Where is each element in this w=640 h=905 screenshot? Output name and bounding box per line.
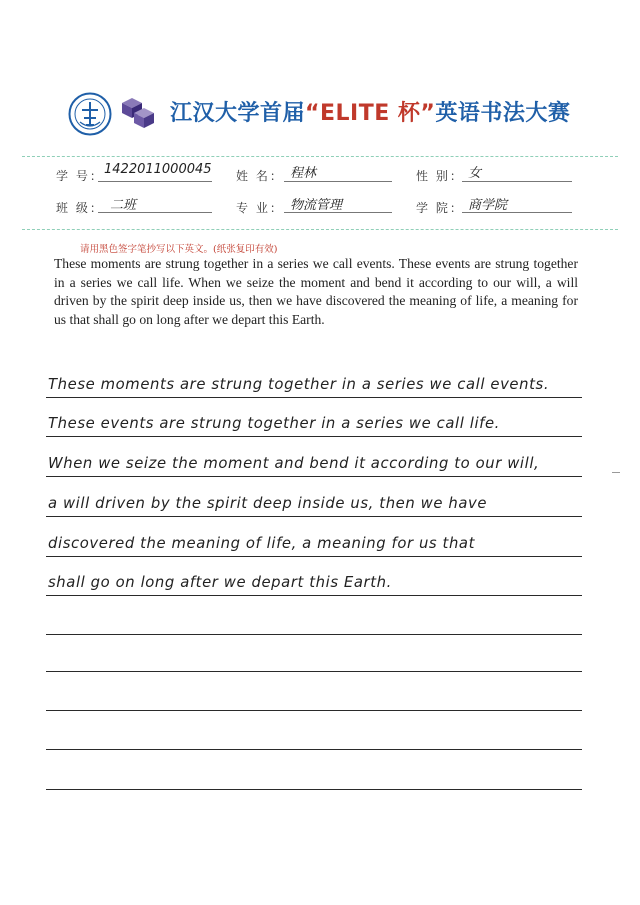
handwriting-line-4: a will driven by the spirit deep inside us, then we have	[48, 495, 488, 512]
model-passage: These moments are strung together in a series we call events. These events are strung together in a series we call life. When we seize the moment and bend it according to our will, a will driven by the spirit deep inside us, then we have discovered the meaning of life, a meaning for us that shall go on long after we depart this Earth.	[54, 256, 578, 327]
writing-line-4	[46, 516, 582, 517]
header	[0, 86, 640, 142]
school-line	[462, 212, 572, 213]
cube-logo-icon	[122, 96, 156, 132]
gender-label: 性 别：	[416, 169, 464, 183]
writing-line-9	[46, 710, 582, 711]
writing-line-10	[46, 749, 582, 750]
divider-top	[22, 156, 618, 157]
handwriting-line-2: These events are strung together in a series we call life.	[48, 415, 500, 432]
writing-line-11	[46, 789, 582, 790]
name-value: 程林	[290, 166, 317, 181]
school-label: 学 院：	[416, 201, 464, 215]
major-value: 物流管理	[290, 198, 343, 213]
handwriting-line-5: discovered the meaning of life, a meaning for us that	[48, 535, 475, 552]
major-line	[284, 212, 392, 213]
gender-value: 女	[468, 166, 482, 181]
student-id-line	[98, 181, 212, 182]
writing-line-8	[46, 671, 582, 672]
class-line	[98, 212, 212, 213]
handwriting-line-1: These moments are strung together in a series we call events.	[48, 376, 550, 393]
instruction-text: 请用黑色签字笔抄写以下英文。(纸张复印有效)	[80, 244, 278, 255]
writing-line-7	[46, 634, 582, 635]
name-label: 姓 名：	[236, 169, 284, 183]
writing-line-6	[46, 595, 582, 596]
writing-line-5	[46, 556, 582, 557]
handwriting-line-3: When we seize the moment and bend it according to our will,	[48, 455, 540, 472]
name-line	[284, 181, 392, 182]
writing-line-3	[46, 476, 582, 477]
margin-tick-mark	[612, 472, 620, 473]
school-value: 商学院	[468, 198, 508, 213]
student-id-value: 1422011000045	[104, 162, 212, 177]
divider-middle	[22, 229, 618, 230]
student-id-label: 学 号：	[56, 169, 104, 183]
class-value: 二班	[110, 198, 137, 213]
contest-title: 江汉大学首届“ELITE 杯”英语书法大赛	[170, 101, 571, 126]
university-seal-icon	[68, 92, 112, 136]
class-label: 班 级：	[56, 201, 104, 215]
major-label: 专 业：	[236, 201, 284, 215]
handwriting-line-6: shall go on long after we depart this Earth.	[48, 574, 392, 591]
writing-line-2	[46, 436, 582, 437]
writing-line-1	[46, 397, 582, 398]
gender-line	[462, 181, 572, 182]
